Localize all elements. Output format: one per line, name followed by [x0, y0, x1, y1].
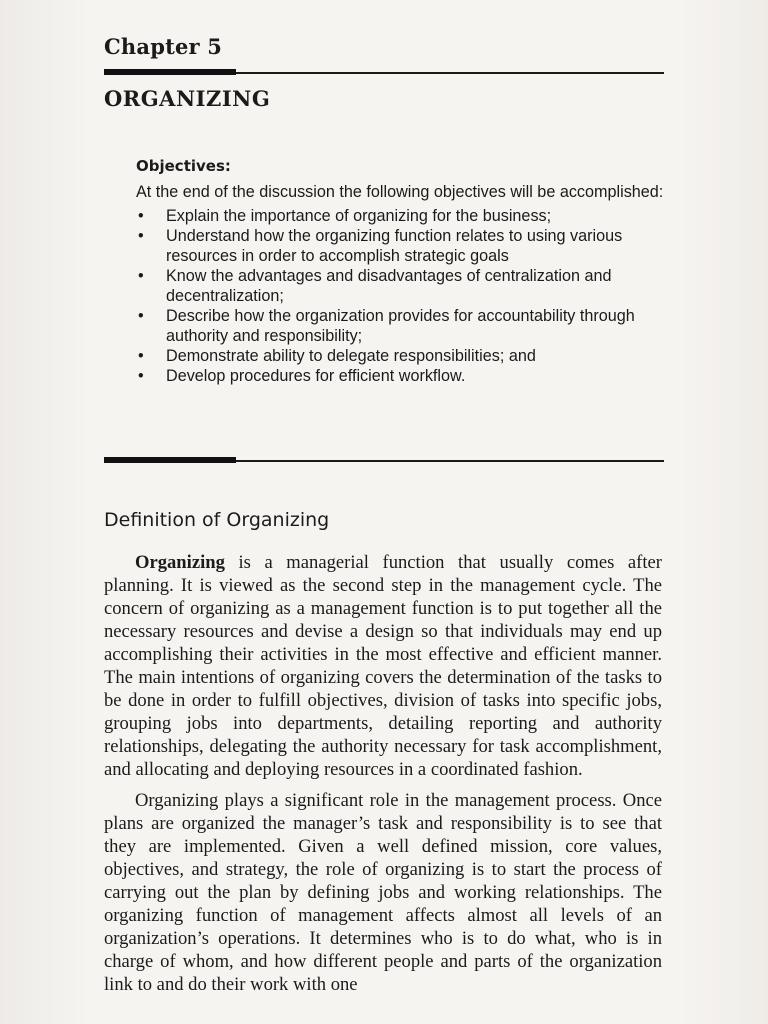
- paragraph-1-text: is a managerial function that usually comes after planning. It is viewed as the second step in the management cycle. The concern of organizing as a management function is to put together all the necessary resources and devise a design so that individuals may end up accomplishing their activities in the most effective and efficient manner. The main intentions of organizing covers the determination of the tasks to be done in order to fulfill objectives, division of tasks into specific jobs, grouping jobs into departments, detailing reporting and authority relationships, delegating the authority necessary for task accomplishment, and allocating and deploying resources in a coordinated fashion.: [104, 552, 662, 780]
- chapter-title: ORGANIZING: [104, 86, 271, 111]
- bullet-icon: •: [138, 267, 144, 285]
- objective-text: Explain the importance of organizing for the business;: [166, 207, 552, 225]
- paragraph-2: Organizing plays a significant role in the management process. Once plans are organized the manager’s task and responsibility is to see that they are implemented. Given a well defined mission, core values, objectives, and strategy, the role of organizing is to start the process of carrying out the plan by defining jobs and working relationships. The organizing function of management affects almost all levels of an organization’s operations. It determines who is to do what, who is in charge of whom, and how different people and parts of the organization link to and do their work with one: [104, 790, 662, 995]
- objective-text: Know the advantages and disadvantages of centralization and decentralization;: [166, 267, 612, 305]
- paragraph-1: [104, 551, 662, 781]
- term-organizing: Organizing: [135, 552, 225, 573]
- objective-item: [136, 206, 666, 226]
- objective-item: [136, 366, 666, 386]
- objective-item: [136, 346, 666, 366]
- objective-item: [136, 266, 666, 306]
- bullet-icon: •: [138, 207, 144, 225]
- chapter-label: Chapter 5: [104, 34, 223, 59]
- objective-item: [136, 306, 666, 346]
- section-heading: Definition of Organizing: [104, 508, 330, 531]
- objective-text: Describe how the organization provides for accountability through authority and responsibility;: [166, 307, 635, 345]
- section-divider-thick-segment: [104, 457, 236, 463]
- objectives-list: [136, 206, 666, 386]
- objectives-heading: Objectives:: [136, 157, 231, 175]
- bullet-icon: •: [138, 347, 144, 365]
- bullet-icon: •: [138, 307, 144, 325]
- body-text: [104, 551, 662, 1004]
- bullet-icon: •: [138, 227, 144, 245]
- objective-text: Understand how the organizing function relates to using various resources in order to accomplish strategic goals: [166, 227, 623, 265]
- objectives-intro: At the end of the discussion the following objectives will be accomplished:: [136, 183, 664, 201]
- objectives-box: [136, 156, 666, 386]
- top-divider-thick-segment: [104, 69, 236, 75]
- objective-text: Demonstrate ability to delegate responsibilities; and: [166, 347, 536, 365]
- section-divider: [104, 460, 664, 462]
- objective-text: Develop procedures for efficient workflow.: [166, 367, 466, 385]
- bullet-icon: •: [138, 367, 144, 385]
- top-divider: [104, 72, 664, 74]
- objective-item: [136, 226, 666, 266]
